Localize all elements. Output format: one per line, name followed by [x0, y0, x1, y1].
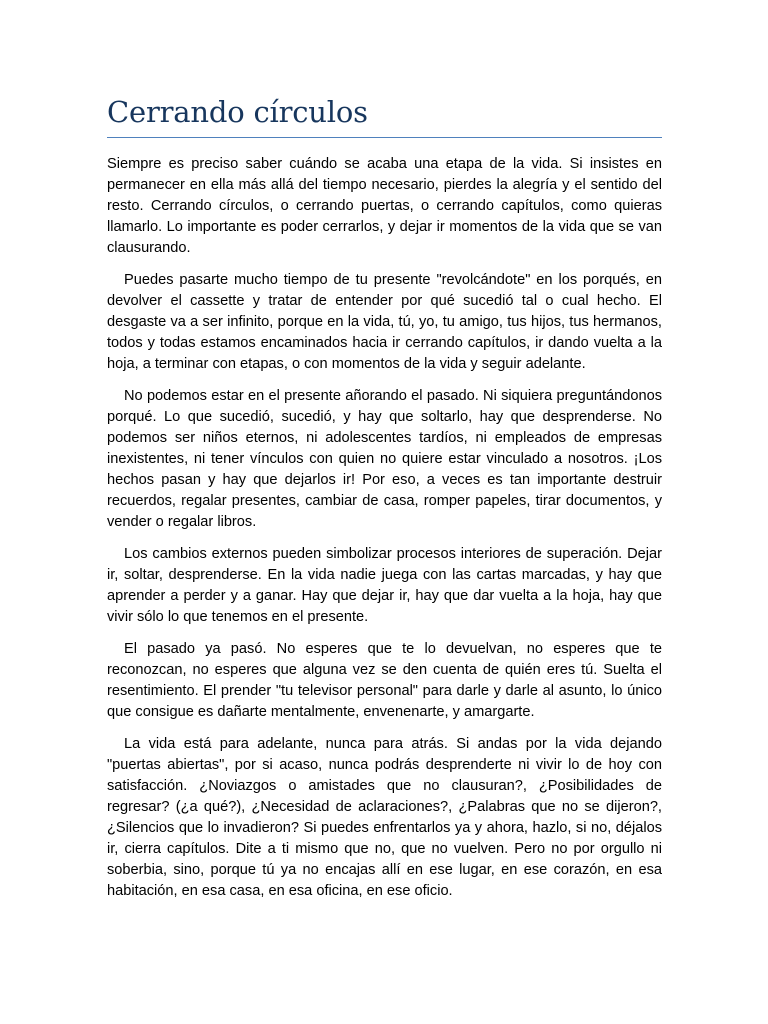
title-divider — [107, 137, 662, 138]
paragraph-5: El pasado ya pasó. No esperes que te lo devuelvan, no esperes que te reconozcan, no esperes que alguna vez se den cuenta de quién eres tú. Suelta el resentimiento. El prender "tu televisor personal" para darle y darle al asunto, lo único que consigue es dañarte mentalmente, envenenarte, y amargarte. — [107, 641, 662, 720]
paragraph-3: No podemos estar en el presente añorando el pasado. Ni siquiera preguntándonos porqué. Lo que sucedió, sucedió, y hay que soltarlo, hay que desprenderse. No podemos ser niños eternos, ni adolescentes tardíos, ni empleados de empresas inexistentes, ni tener vínculos con quien no quiere estar vinculado a nosotros. ¡Los hechos pasan y hay que dejarlos ir! Por eso, a veces es tan importante destruir recuerdos, regalar presentes, cambiar de casa, romper papeles, tirar documentos, y vender o regalar libros. — [107, 388, 662, 530]
paragraph-6: La vida está para adelante, nunca para atrás. Si andas por la vida dejando "puertas abiertas", por si acaso, nunca podrás desprenderte ni vivir lo de hoy con satisfacción. ¿Noviazgos o amistades que no clausuran?, ¿Posibilidades de regresar? (¿a qué?), ¿Necesidad de aclaraciones?, ¿Palabras que no se dijeron?, ¿Silencios que lo invadieron? Si puedes enfrentarlos ya y ahora, hazlo, si no, déjalos ir, cierra capítulos. Dite a ti mismo que no, que no vuelven. Pero no por orgullo ni soberbia, sino, porque tú ya no encajas allí en ese lugar, en ese corazón, en esa habitación, en esa casa, en esa oficina, en ese oficio. — [107, 736, 662, 899]
paragraph-1: Siempre es preciso saber cuándo se acaba una etapa de la vida. Si insistes en permanecer en ella más allá del tiempo necesario, pierdes la alegría y el sentido del resto. Cerrando círculos, o cerrando puertas, o cerrando capítulos, como quieras llamarlo. Lo importante es poder cerrarlos, y dejar ir momentos de la vida que se van clausurando. — [107, 156, 662, 256]
page-title: Cerrando círculos — [107, 95, 368, 129]
paragraph-4: Los cambios externos pueden simbolizar procesos interiores de superación. Dejar ir, soltar, desprenderse. En la vida nadie juega con las cartas marcadas, y hay que aprender a perder y a ganar. Hay que dejar ir, hay que dar vuelta a la hoja, hay que vivir sólo lo que tenemos en el presente. — [107, 546, 662, 625]
paragraph-2: Puedes pasarte mucho tiempo de tu presente "revolcándote" en los porqués, en devolver el cassette y tratar de entender por qué sucedió tal o cual hecho. El desgaste va a ser infinito, porque en la vida, tú, yo, tu amigo, tus hijos, tus hermanos, todos y todas estamos encaminados hacia ir cerrando capítulos, ir dando vuelta a la hoja, a terminar con etapas, o con momentos de la vida y seguir adelante. — [107, 272, 662, 372]
document-page — [107, 92, 662, 913]
